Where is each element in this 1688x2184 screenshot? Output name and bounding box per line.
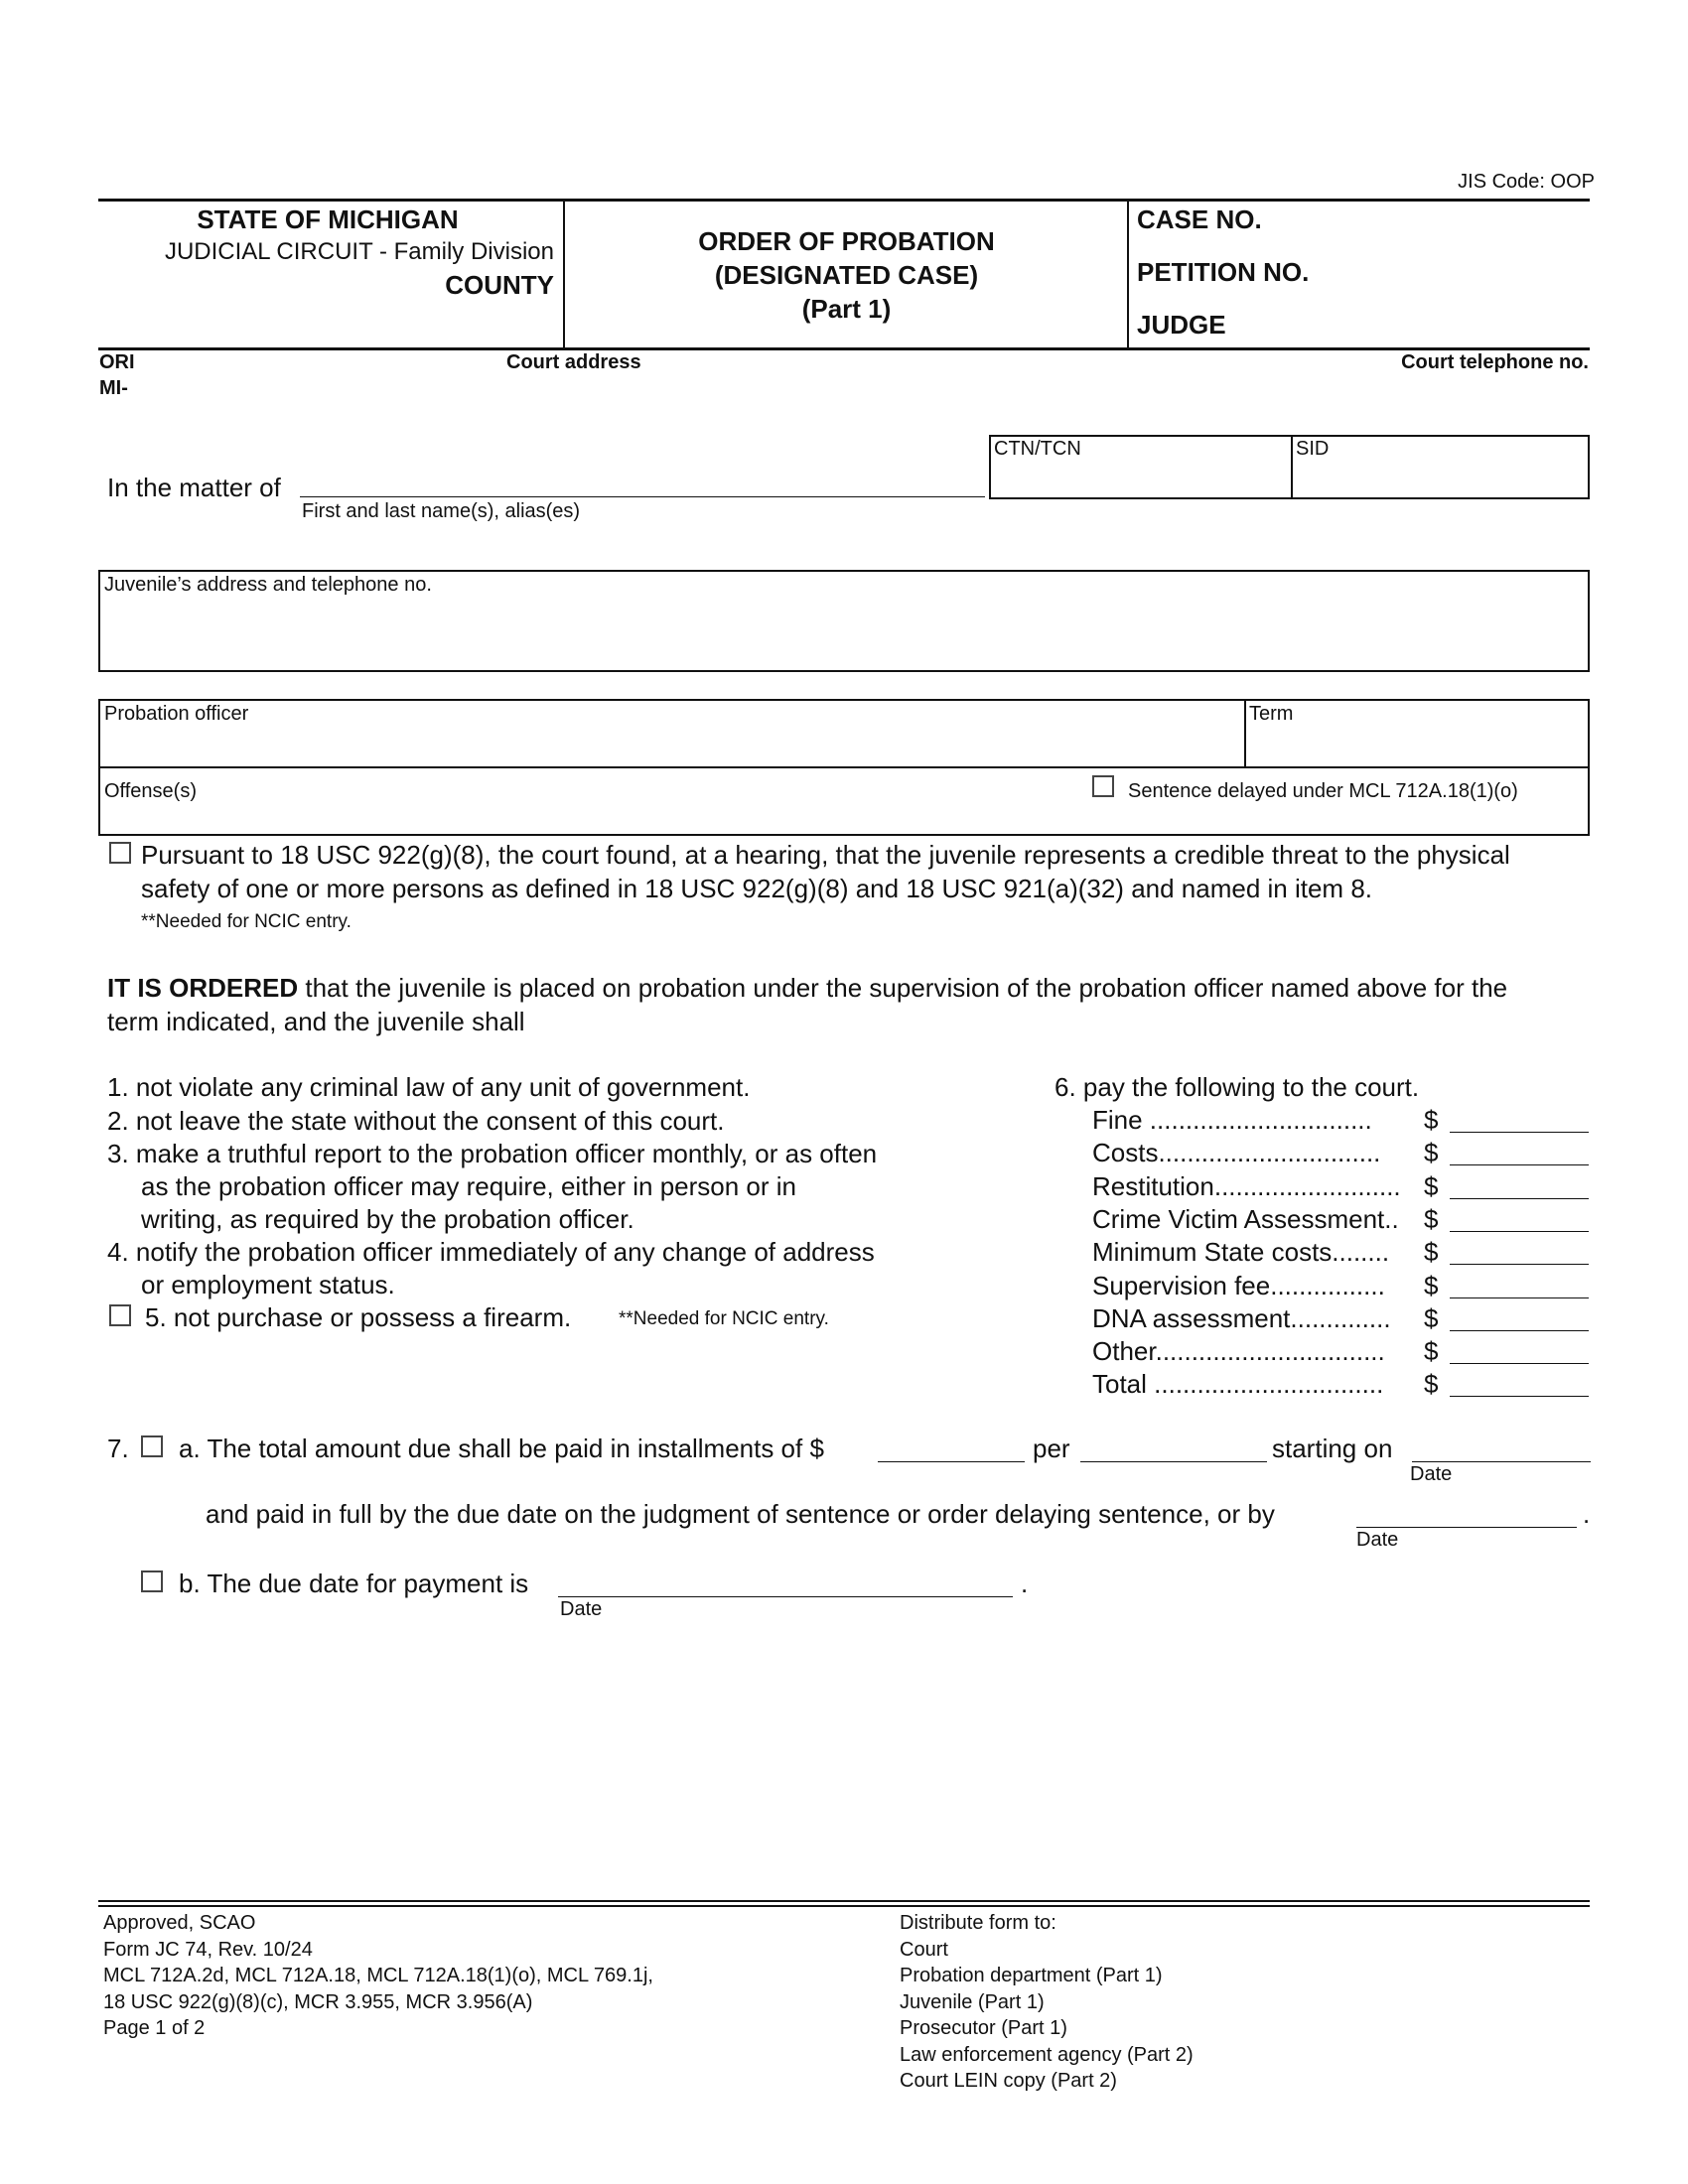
paid-by-period: . [1583,1499,1591,1529]
payment-amount-field[interactable] [1450,1164,1589,1165]
payment-dollar-sign: $ [1424,1170,1439,1201]
item-4b: or employment status. [141,1270,395,1299]
term-label[interactable]: Term [1249,703,1294,725]
matter-name-field[interactable] [300,496,985,497]
due-date-checkbox[interactable] [141,1570,163,1592]
payment-dollar-sign: $ [1424,1270,1439,1300]
distribute-law-enforcement: Law enforcement agency (Part 2) [900,2043,1194,2066]
payment-dollar-sign: $ [1424,1105,1439,1135]
payment-label: Costs............................... [1092,1138,1381,1168]
paid-by-date-field[interactable] [1356,1527,1577,1528]
payments-heading: 6. pay the following to the court. [1055,1072,1420,1102]
item-7-number: 7. [107,1433,129,1463]
firearm-checkbox[interactable] [109,1304,131,1326]
jis-code: JIS Code: OOP [1458,171,1595,193]
matter-label: In the matter of [107,473,281,502]
payment-dollar-sign: $ [1424,1369,1439,1400]
header-top-rule [98,199,1590,202]
ori-label: ORI [99,351,135,373]
payment-dollar-sign: $ [1424,1237,1439,1268]
paid-in-full-text: and paid in full by the due date on the judgment of sentence or order delaying sentence, or by [206,1499,1275,1529]
footer-right [900,1910,1194,2095]
judge-label: JUDGE [1137,310,1226,340]
sid-label[interactable]: SID [1296,438,1330,460]
payment-amount-field[interactable] [1450,1132,1589,1133]
due-date-field[interactable] [558,1596,1013,1597]
term-divider [1244,699,1246,768]
item-5: 5. not purchase or possess a firearm. [145,1302,572,1332]
item-5-ncic-note: **Needed for NCIC entry. [619,1308,829,1329]
footer-left [103,1910,653,2042]
distribute-heading: Distribute form to: [900,1912,1056,1934]
due-date-label: Date [560,1598,603,1620]
item-2: 2. not leave the state without the consent of this court. [107,1106,725,1136]
payment-label: Supervision fee................ [1092,1270,1385,1300]
payment-amount-field[interactable] [1450,1231,1589,1232]
payment-label: Crime Victim Assessment.. [1092,1203,1399,1234]
state-name: STATE OF MICHIGAN [197,205,459,234]
due-date-text: b. The due date for payment is [179,1569,529,1598]
payment-dollar-sign: $ [1424,1138,1439,1168]
payment-amount-field[interactable] [1450,1297,1589,1298]
payment-amount-field[interactable] [1450,1198,1589,1199]
sentence-delayed-checkbox[interactable] [1092,775,1114,797]
distribute-lein: Court LEIN copy (Part 2) [900,2070,1117,2092]
per-label: per [1033,1433,1070,1463]
juvenile-address-label: Juvenile’s address and telephone no. [104,574,432,596]
case-no-label: CASE NO. [1137,205,1262,234]
installments-checkbox[interactable] [141,1435,163,1457]
footer-mcl-1: MCL 712A.2d, MCL 712A.18, MCL 712A.18(1)(o), MCL 769.1j, [103,1965,653,1986]
payment-dollar-sign: $ [1424,1203,1439,1234]
form-title-3: (Part 1) [801,294,892,324]
distribute-juvenile: Juvenile (Part 1) [900,1990,1045,2013]
pursuant-line-2: safety of one or more persons as defined in 18 USC 922(g)(8) and 18 USC 921(a)(32) and named in item 8. [141,874,1373,903]
pursuant-line-1: Pursuant to 18 USC 922(g)(8), the court found, at a hearing, that the juvenile represents a credible threat to the physical [141,840,1510,870]
payment-amount-field[interactable] [1450,1396,1589,1397]
installment-amount-field[interactable] [878,1461,1025,1462]
petition-no-label: PETITION NO. [1137,257,1310,287]
payment-label: Fine ............................... [1092,1105,1372,1135]
footer-rule-2 [98,1905,1590,1907]
mi-label: MI- [99,377,128,399]
header-bottom-rule [98,347,1590,350]
matter-sublabel: First and last name(s), alias(es) [302,500,581,522]
circuit-label: JUDICIAL CIRCUIT - Family Division [164,238,554,265]
payment-label: DNA assessment.............. [1092,1302,1391,1333]
footer-page: Page 1 of 2 [103,2017,206,2039]
form-title-2: (DESIGNATED CASE) [714,260,979,290]
payment-label: Other................................ [1092,1336,1385,1367]
payment-dollar-sign: $ [1424,1336,1439,1367]
header-divider-1 [563,199,565,349]
payment-label: Restitution.......................... [1092,1170,1401,1201]
item-3a: 3. make a truthful report to the probation officer monthly, or as often [107,1139,878,1168]
item-1: 1. not violate any criminal law of any unit of government. [107,1072,751,1102]
form-title-1: ORDER OF PROBATION [698,226,995,256]
probation-officer-label[interactable]: Probation officer [104,703,249,725]
starting-date-label: Date [1410,1463,1453,1485]
credible-threat-checkbox[interactable] [109,842,131,864]
footer-form-number: Form JC 74, Rev. 10/24 [103,1938,313,1961]
payment-amount-field[interactable] [1450,1264,1589,1265]
county-label: COUNTY [445,270,554,300]
item-3c: writing, as required by the probation officer. [141,1204,634,1234]
payment-label: Minimum State costs........ [1092,1237,1390,1268]
item-3b: as the probation officer may require, either in person or in [141,1171,796,1201]
ordered-bold: IT IS ORDERED [107,973,299,1003]
installment-period-field[interactable] [1080,1461,1267,1462]
footer-rule-1 [98,1900,1590,1902]
ctn-label[interactable]: CTN/TCN [994,438,1081,460]
paid-by-date-label: Date [1356,1529,1399,1551]
header-divider-2 [1127,199,1129,349]
due-date-period: . [1021,1569,1029,1598]
payment-label: Total ................................ [1092,1369,1384,1400]
starting-label: starting on [1272,1433,1393,1463]
court-address-label: Court address [506,351,641,373]
payment-amount-field[interactable] [1450,1363,1589,1364]
ordered-line-2: term indicated, and the juvenile shall [107,1007,525,1036]
offenses-label[interactable]: Offense(s) [104,780,197,802]
ctn-sid-divider [1291,435,1293,499]
item-4a: 4. notify the probation officer immediately of any change of address [107,1237,875,1267]
distribute-prosecutor: Prosecutor (Part 1) [900,2017,1067,2039]
sentence-delayed-label: Sentence delayed under MCL 712A.18(1)(o) [1128,780,1518,802]
payment-amount-field[interactable] [1450,1330,1589,1331]
installments-text: a. The total amount due shall be paid in installments of $ [179,1433,824,1463]
distribute-court: Court [900,1938,948,1961]
ordered-line-1 [107,971,1507,1005]
footer-mcl-2: 18 USC 922(g)(8)(c), MCR 3.955, MCR 3.956(A) [103,1990,533,2013]
court-telephone-label: Court telephone no. [1401,351,1589,373]
ordered-rest: that the juvenile is placed on probation under the supervision of the probation officer named above for the [298,973,1508,1003]
distribute-probation: Probation department (Part 1) [900,1965,1163,1986]
probation-box-divider [98,766,1590,768]
starting-date-field[interactable] [1412,1461,1591,1462]
payment-dollar-sign: $ [1424,1302,1439,1333]
footer-approved: Approved, SCAO [103,1912,256,1934]
pursuant-ncic-note: **Needed for NCIC entry. [141,911,352,932]
